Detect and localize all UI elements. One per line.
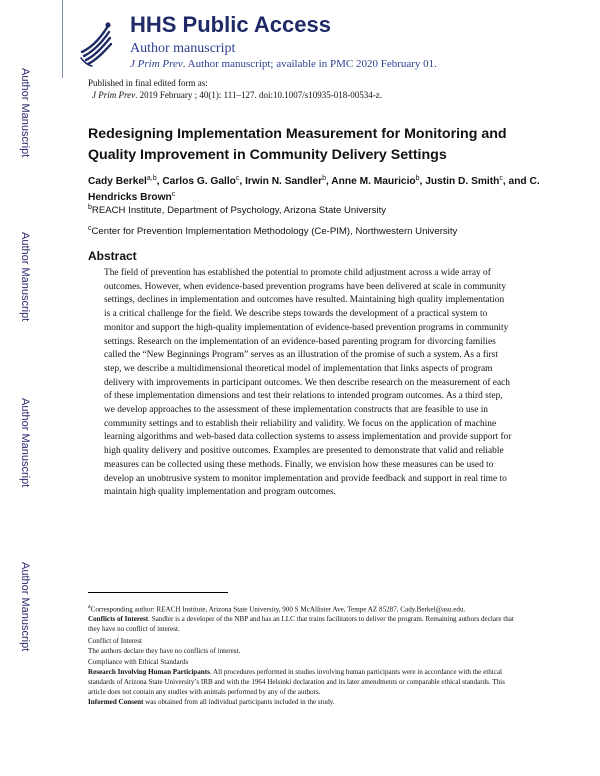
author-name: Justin D. Smith xyxy=(425,176,500,187)
author-affiliation-mark: a,b xyxy=(146,175,157,182)
author-affiliation-mark: c xyxy=(235,175,240,182)
author-affiliation-mark: b xyxy=(322,175,326,182)
author-name: Anne M. Mauricio xyxy=(331,176,416,187)
author-manuscript-label: Author manuscript xyxy=(130,41,236,56)
author-affiliation-mark: b xyxy=(415,175,420,182)
affiliation-mark: b xyxy=(88,204,92,211)
pmc-availability-line xyxy=(130,58,437,70)
author-affiliation-mark: c xyxy=(499,175,503,182)
article-title: Redesigning Implementation Measurement for Monitoring and Quality Improvement in Community Delivery Settings xyxy=(88,126,507,163)
author-affiliation-mark: c xyxy=(171,191,176,198)
human-participants-note: Research Involving Human Participants. All procedures performed in studies involving human participants were in accordance with the ethical standards of Arizona State University’s IRB and with the 1964 Helsinki declaration and its later amendments or comparable ethical standards. This article does not contain any studies with animals performed by any of the authors. xyxy=(88,668,505,696)
publication-citation xyxy=(92,90,382,100)
availability-text: . Author manuscript; available in PMC 2020 February 01. xyxy=(182,58,437,70)
margin-label-author-manuscript: Author Manuscript xyxy=(19,232,31,322)
published-form-label: Published in final edited form as: xyxy=(88,78,208,88)
journal-name: J Prim Prev xyxy=(92,90,136,100)
author-name: Cady Berkel xyxy=(88,176,147,187)
citation-details: . 2019 February ; 40(1): 111–127. doi:10.1007/s10935-018-00534-z. xyxy=(135,90,382,100)
margin-label-author-manuscript: Author Manuscript xyxy=(19,398,31,488)
conflicts-note: Conflicts of Interest. Sandler is a developer of the NBP and has an LLC that trains facilitators to deliver the program. Remaining authors declare that they have no conflict of interest. xyxy=(88,615,514,633)
author-name: C. Hendricks Brown xyxy=(88,176,540,203)
abstract-body: The field of prevention has established the potential to promote child adjustment across a wide array of outcomes. However, when evidence-based prevention programs have been delivered at scale in community settings, declines in implementation and outcomes have resulted. Maintaining high quality implementation is a critical challenge for the field. We describe steps towards the development of a practical system to monitor and support the high-quality implementation of evidence-based prevention programs in community settings. Research on the implementation of an evidence-based parenting program for divorcing families called the “New Beginnings Program” serves as an illustration of the promise of such a system. As a first step, we describe a multidimensional theoretical model of implementation that links aspects of program delivery with improvements in participant outcomes. We then describe research on the measurement of each of these implementation dimensions and test their relations to intended program outcomes. As a third step, we develop approaches to the assessment of these implementation constructs that are feasible to use in community settings and to establish their reliability and validity. We focus on the application of machine learning algorithms and web-based data collection systems to assess implementation and provide support for high quality delivery and positive outcomes. Examples are presented to demonstrate that valid and reliable measures can be collected using these methods. Finally, we envision how these measures can be used to develop an unobtrusive system to monitor implementation and provide feedback and support in real time to maintain high quality implementation and program outcomes. xyxy=(104,268,512,498)
affiliation-text: Center for Prevention Implementation Methodology (Ce-PIM), Northwestern University xyxy=(91,226,458,237)
hhs-public-access-title: HHS Public Access xyxy=(130,12,331,37)
footnotes xyxy=(88,603,518,707)
abstract-heading: Abstract xyxy=(88,249,137,263)
informed-consent-note: Informed Consent was obtained from all individual participants included in the study. xyxy=(88,697,335,706)
affiliation xyxy=(88,226,558,237)
ethics-heading: Compliance with Ethical Standards xyxy=(88,658,189,667)
header-divider-line xyxy=(62,0,63,78)
coi-heading: Conflict of Interest xyxy=(88,636,142,645)
author-name: Irwin N. Sandler xyxy=(245,176,323,187)
footnote-divider xyxy=(88,592,228,593)
journal-name: J Prim Prev xyxy=(130,58,183,70)
footnote-mark: a xyxy=(88,604,91,610)
hhs-eagle-logo-icon xyxy=(78,18,114,68)
affiliation-mark: c xyxy=(88,225,92,232)
corresponding-author-note: $^a$Corresponding author: REACH Institute, Arizona State University, 900 S McAllister Ave, Tempe AZ 85287, Cady.Berkel@asu.edu. xyxy=(88,604,466,614)
margin-label-author-manuscript: Author Manuscript xyxy=(19,562,31,652)
margin-label-author-manuscript: Author Manuscript xyxy=(19,68,31,158)
affiliation-text: REACH Institute, Department of Psychology, Arizona State University xyxy=(91,205,387,216)
author-name: Carlos G. Gallo xyxy=(162,176,236,187)
author-list: Cady Berkel$^{a,b}$, Carlos G. Gallo$^c$, Irwin N. Sandler$^b$, Anne M. Mauricio$^b$, Justin D. Smith$^c$, and C. Hendricks Brown$^c$ xyxy=(88,175,540,203)
affiliation xyxy=(88,205,558,216)
coi-statement: The authors declare they have no conflicts of interest. xyxy=(88,646,241,655)
